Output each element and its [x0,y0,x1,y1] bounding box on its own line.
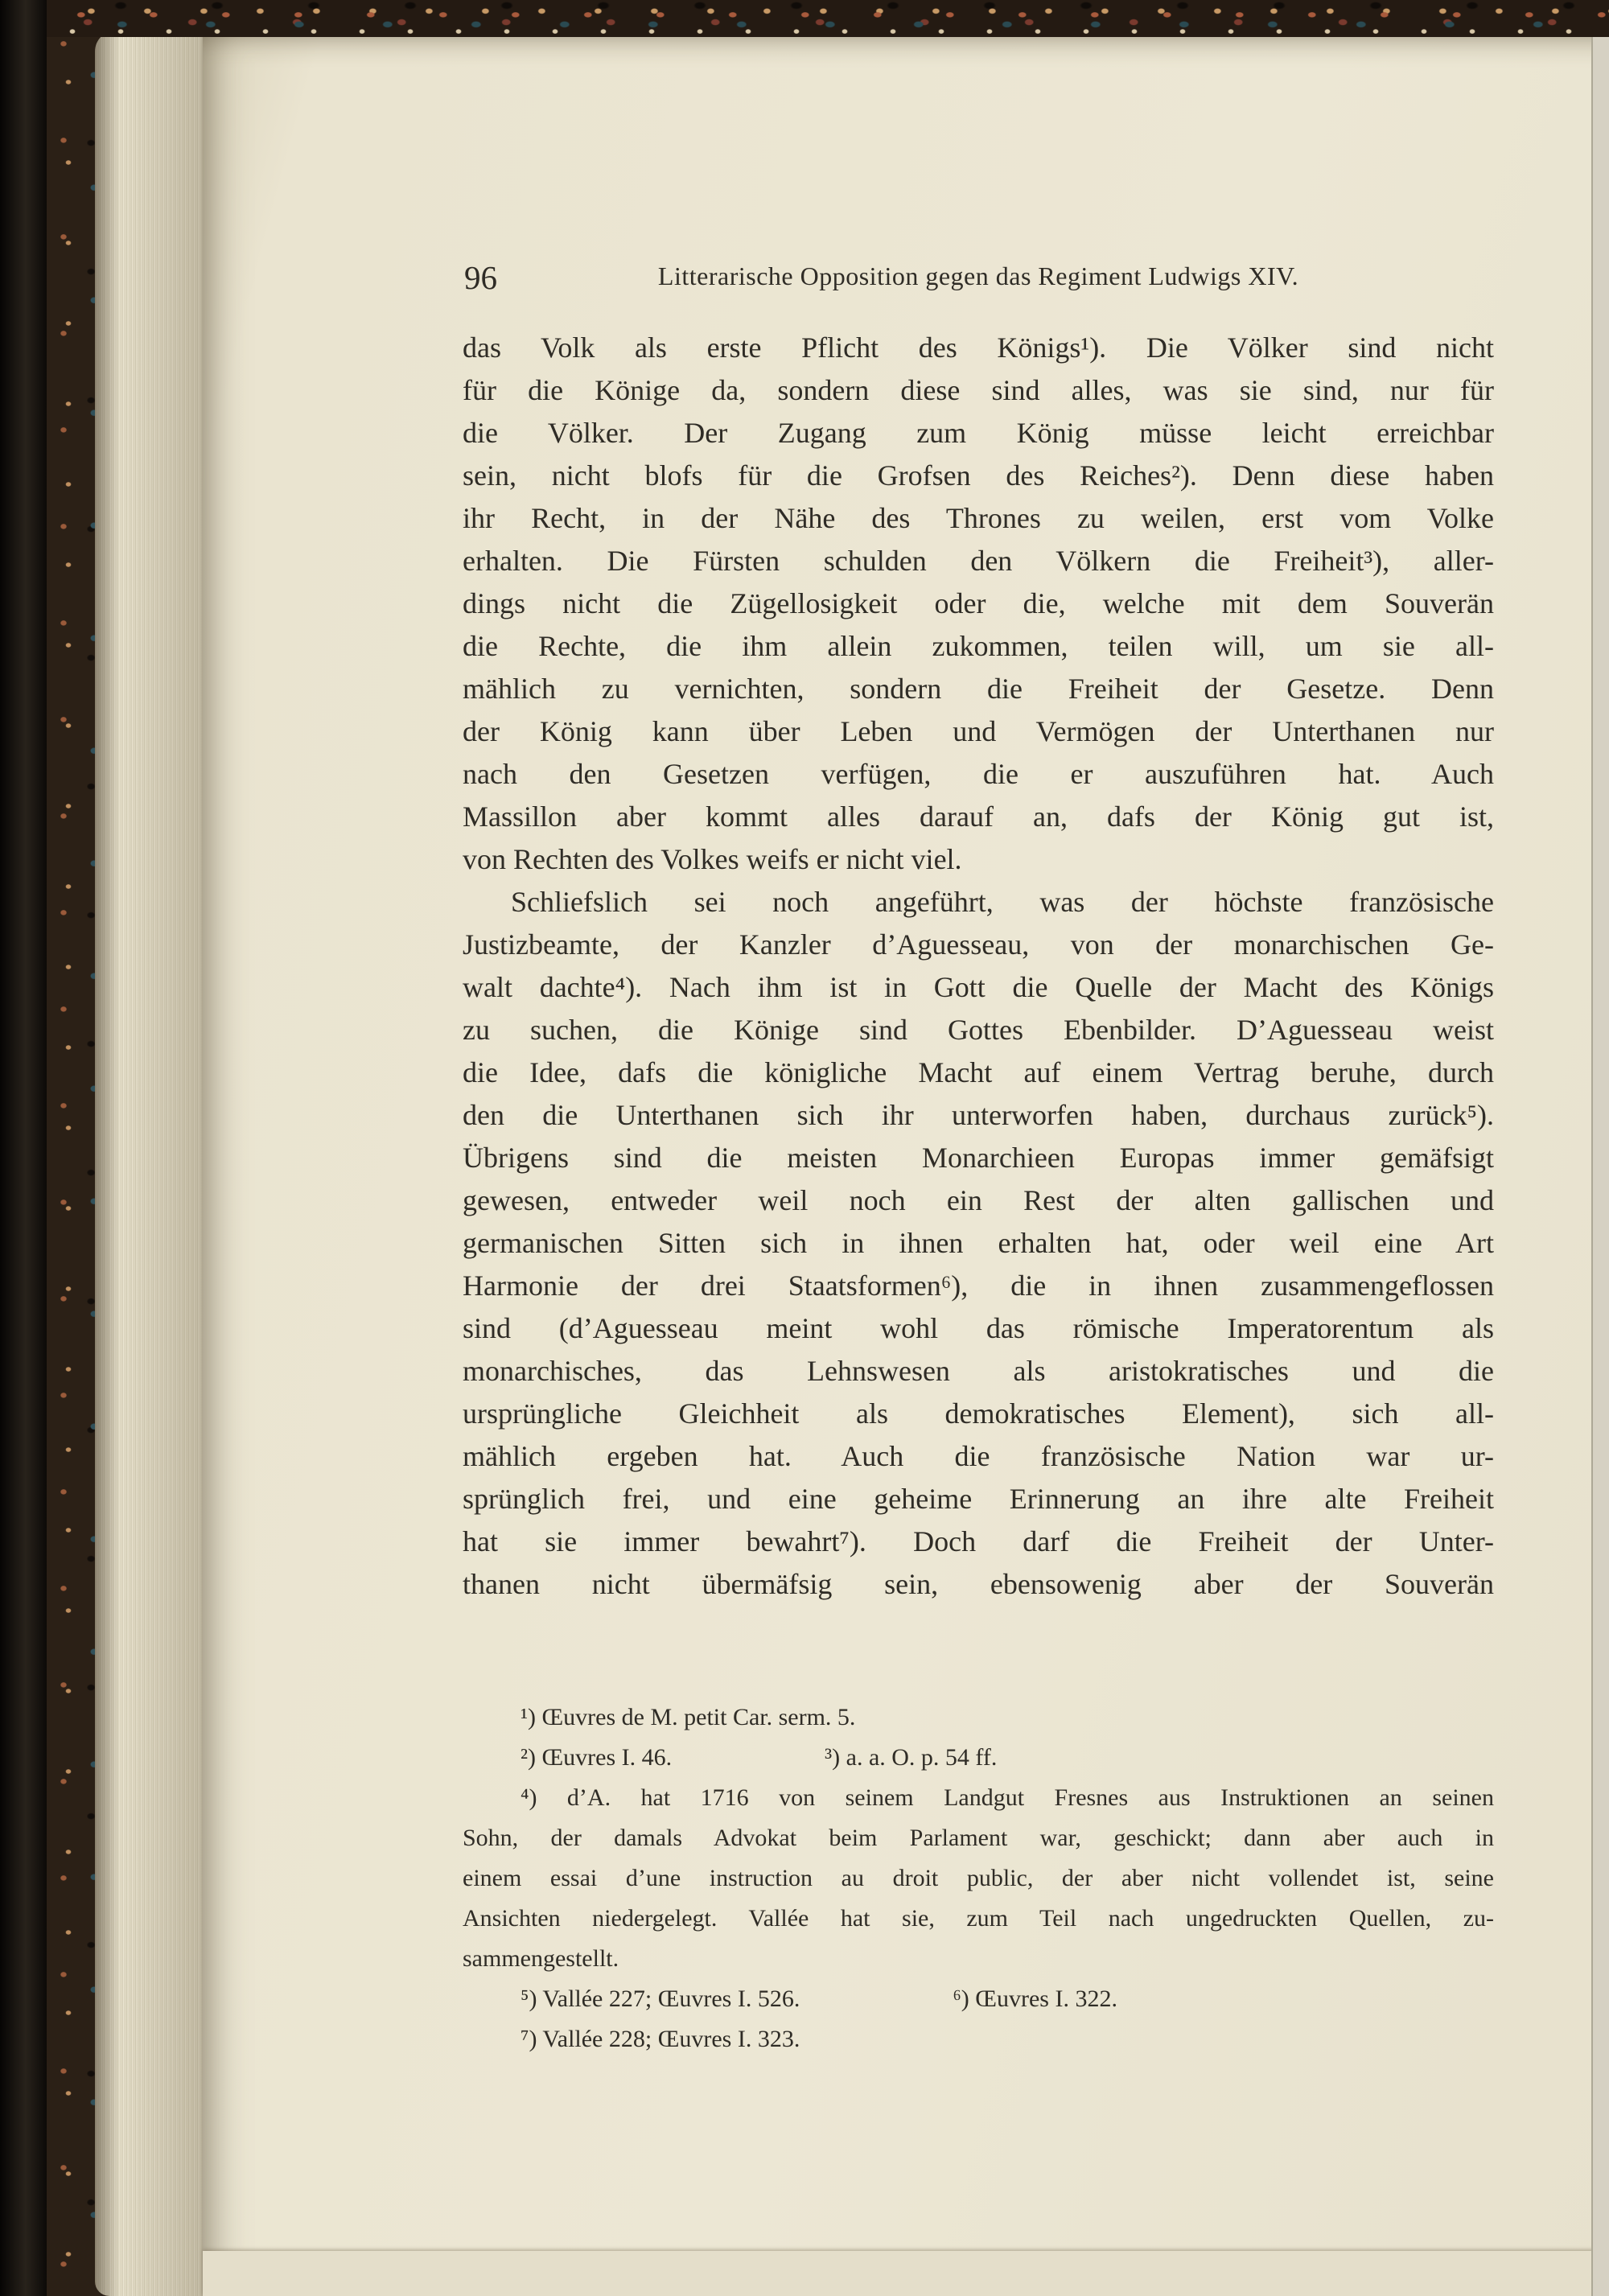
text-line: mählich zu vernichten, sondern die Freiheit der Gesetze. Denn [463,673,1494,705]
text-line: sind (d’Aguesseau meint wohl das römische Imperatorentum als [463,1312,1494,1344]
text-line: die Idee, dafs die königliche Macht auf einem Vertrag beruhe, durch [463,1056,1494,1088]
text-line: erhalten. Die Fürsten schulden den Völkern die Freiheit³), aller- [463,545,1494,577]
page-bottom-edge [203,2251,1609,2296]
text-line: die Völker. Der Zugang zum König müsse leicht erreichbar [463,417,1494,449]
footnote-2: ²) Œuvres I. 46. [521,1744,673,1771]
book-page [203,34,1609,2296]
text-line: gewesen, entweder weil noch ein Rest der alten gallischen und [463,1184,1494,1216]
text-line: dings nicht die Zügellosigkeit oder die, welche mit dem Souverän [463,587,1494,619]
footnote-4 [463,1778,1494,1979]
text-line: hat sie immer bewahrt⁷). Doch darf die Freiheit der Unter- [463,1525,1494,1557]
footnote-1: ¹) Œuvres de M. petit Car. serm. 5. [521,1704,856,1730]
footnote-line: Sohn, der damals Advokat beim Parlament war, geschickt; dann aber auch in [463,1825,1494,1851]
page-stack-edge [95,31,209,2296]
footnote-5-6-row [463,1979,1494,2019]
text-line: ihr Recht, in der Nähe des Thrones zu weilen, erst vom Volke [463,502,1494,534]
footnotes [463,1697,1494,2059]
text-line: nach den Gesetzen verfügen, die er auszuführen hat. Auch [463,758,1494,790]
text-line: monarchisches, das Lehnswesen als aristokratisches und die [463,1355,1494,1387]
text-line: ursprüngliche Gleichheit als demokratisches Element), sich all- [463,1397,1494,1430]
text-line: walt dachte⁴). Nach ihm ist in Gott die Quelle der Macht des Königs [463,971,1494,1003]
text-line: die Rechte, die ihm allein zukommen, teilen will, um sie all- [463,630,1494,662]
text-line: Schliefslich sei noch angeführt, was der höchste französische [511,886,1494,918]
text-line: der König kann über Leben und Vermögen der Unterthanen nur [463,715,1494,747]
footnote-2-3-row [463,1738,1494,1778]
top-edge-marble [0,0,1609,37]
text-line: thanen nicht übermäfsig sein, ebensowenig aber der Souverän [463,1568,1494,1600]
text-line: germanischen Sitten sich in ihnen erhalten hat, oder weil eine Art [463,1227,1494,1259]
footnote-line: ⁴) d’A. hat 1716 von seinem Landgut Fresnes aus Instruktionen an seinen [521,1784,1494,1811]
text-line: mählich ergeben hat. Auch die französische Nation war ur- [463,1440,1494,1472]
paragraph-1 [463,327,1494,881]
footnote-line: einem essai d’une instruction au droit public, der aber nicht vollendet ist, seine [463,1865,1494,1891]
page-header [463,256,1494,296]
footnote-line: Ansichten niedergelegt. Vallée hat sie, zum Teil nach ungedruckten Quellen, zu- [463,1905,1494,1932]
footnote-5: ⁵) Vallée 227; Œuvres I. 526. [521,1985,800,2012]
text-line: das Volk als erste Pflicht des Königs¹). Die Völker sind nicht [463,331,1494,364]
text-line: Harmonie der drei Staatsformen⁶), die in ihnen zusammengeflossen [463,1269,1494,1302]
text-line: sprünglich frei, und eine geheime Erinnerung an ihre alte Freiheit [463,1483,1494,1515]
text-line: Übrigens sind die meisten Monarchieen Europas immer gemäfsigt [463,1142,1494,1174]
paragraph-2 [463,881,1494,1606]
running-header: Litterarische Opposition gegen das Regiment Ludwigs XIV. [657,261,1299,290]
page-right-edge [1591,34,1609,2296]
body-text [463,327,1494,1606]
footnote-line: sammengestellt. [463,1945,619,1972]
text-line: sein, nicht blofs für die Grofsen des Reiches²). Denn diese haben [463,459,1494,492]
text-line: für die Könige da, sondern diese sind alles, was sie sind, nur für [463,374,1494,406]
footnote-7: ⁷) Vallée 228; Œuvres I. 323. [521,2026,800,2052]
text-line: Justizbeamte, der Kanzler d’Aguesseau, von der monarchischen Ge- [463,928,1494,961]
text-line: den die Unterthanen sich ihr unterworfen haben, durchaus zurück⁵). [463,1099,1494,1131]
text-line: Massillon aber kommt alles darauf an, dafs der König gut ist, [463,800,1494,833]
book-spine [0,0,47,2296]
text-line: von Rechten des Volkes weifs er nicht viel. [463,843,962,875]
footnote-6: ⁶) Œuvres I. 322. [953,1985,1117,2012]
footnote-3: ³) a. a. O. p. 54 ff. [825,1744,998,1771]
text-line: zu suchen, die Könige sind Gottes Ebenbilder. D’Aguesseau weist [463,1014,1494,1046]
page-number: 96 [464,259,497,296]
